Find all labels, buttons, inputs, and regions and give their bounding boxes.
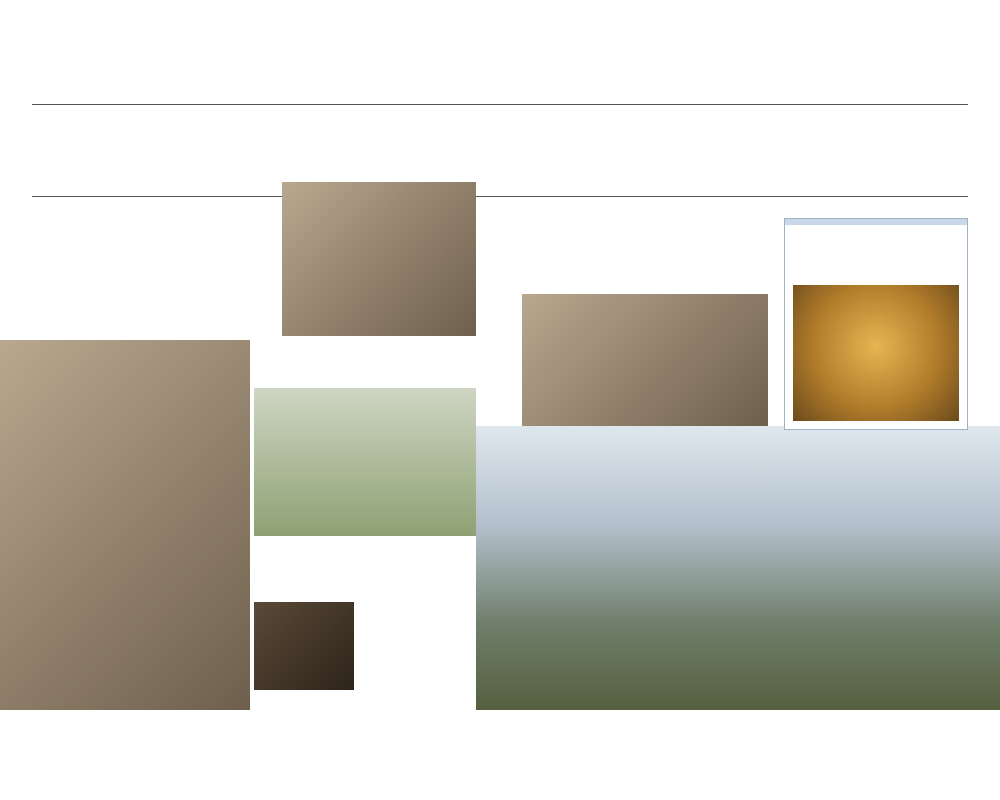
- mountain-village-photo: [476, 426, 1000, 710]
- title-block: [32, 122, 232, 126]
- person-carrying-load-photo: [0, 340, 250, 710]
- sidebar-body: [785, 225, 967, 237]
- running-header-left: [32, 88, 40, 102]
- top-rule: [32, 104, 968, 105]
- text-box-2: [282, 342, 476, 345]
- text-box-1: [158, 332, 262, 335]
- running-header-right: [960, 88, 968, 102]
- cooking-photo: [254, 602, 354, 690]
- text-box-4: [522, 214, 768, 217]
- sidebar-photo: [793, 285, 959, 421]
- women-group-photo: [282, 182, 476, 336]
- text-box-3: [254, 540, 476, 543]
- intro-rule: [32, 196, 968, 197]
- yak-photo: [254, 388, 476, 536]
- shop-interior-photo: [522, 294, 768, 426]
- sidebar-box: [784, 218, 968, 430]
